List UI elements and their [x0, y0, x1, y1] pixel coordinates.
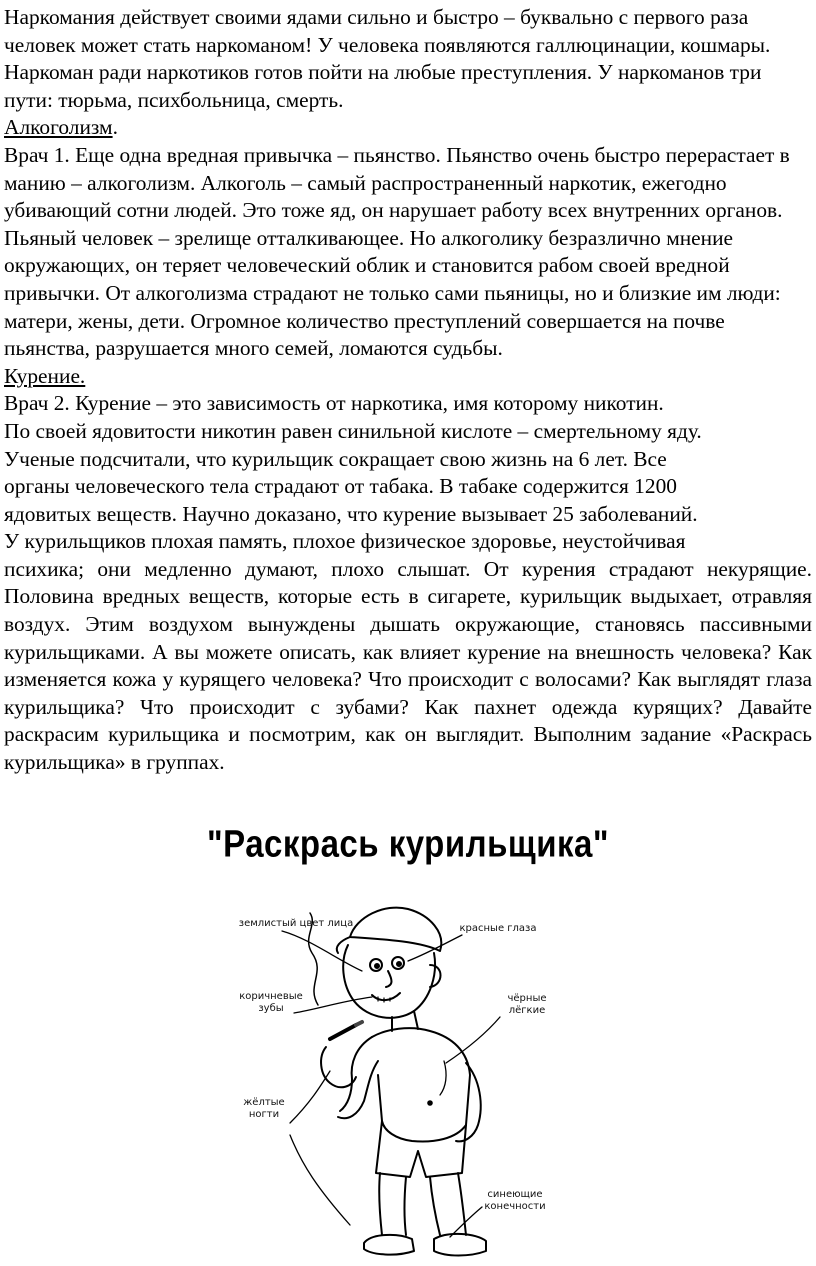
document-page [4, 4, 812, 777]
label-brown-teeth-line-2: зубы [258, 1003, 284, 1014]
smoking-heading-line [4, 363, 812, 391]
label-yellow-nails-line-2: ногти [248, 1109, 280, 1120]
smoker-drawing-icon [0, 825, 816, 1266]
label-blue-limbs [482, 1189, 548, 1213]
label-blue-limbs-line-1: синеющие [487, 1189, 543, 1200]
label-brown-teeth [238, 991, 304, 1015]
smoking-line-3: Ученые подсчитали, что курильщик сокращает свою жизнь на 6 лет. Все [4, 446, 667, 471]
smoking-line-2: По своей ядовитости никотин равен синильной кислоте – смертельному яду. [4, 418, 702, 443]
smoking-line-4: органы человеческого тела страдают от табака. В табаке содержится 1200 [4, 474, 677, 499]
figure-title: "Раскрась курильщика" [206, 822, 610, 865]
label-earthy-skin: землистый цвет лица [238, 918, 354, 929]
smoking-line-1: Врач 2. Курение – это зависимость от наркотика, имя которому никотин. [4, 391, 664, 416]
label-brown-teeth-line-1: коричневые [239, 991, 303, 1002]
intro-paragraph: Наркомания действует своими ядами сильно и быстро – буквально с первого раза человек может стать наркоманом! У человека появляются галлюцинации, кошмары. Наркоман ради наркотиков готов пойти на любые преступления. У наркоманов три пути: тюрьма, психбольница, смерть. [4, 5, 771, 112]
label-blue-limbs-line-2: конечности [484, 1201, 546, 1212]
label-red-eyes: красные глаза [459, 923, 537, 934]
smoking-paragraph: психика; они медленно думают, плохо слышат. От курения страдают некурящие. Половина вредных веществ, которые есть в сигарете, курильщик выдыхает, отравляя воздух. Этим воздухом вынуждены дышать окружающие, становясь пассивными курильщиками. А вы можете описать, как влияет курение на внешность человека? Как изменяется кожа у курящего человека? Что происходит с волосами? Как выглядят глаза курильщика? Что происходит с зубами? Как пахнет одежда курящих? Давайте раскрасим курильщика и посмотрим, как он выглядит. Выполним задание «Раскрась курильщика» в группах. [4, 556, 812, 775]
smoker-figure [0, 822, 816, 1266]
smoking-line-5: ядовитых веществ. Научно доказано, что курение вызывает 25 заболеваний. [4, 501, 698, 526]
alcohol-heading-line: Алкоголизм. [4, 115, 118, 140]
alcohol-paragraph: Врач 1. Еще одна вредная привычка – пьянство. Пьянство очень быстро перерастает в манию – алкоголизм. Алкоголь – самый распространенный наркотик, ежегодно убивающий сотни людей. Это тоже яд, он нарушает работу всех внутренних органов. Пьяный человек – зрелище отталкивающее. Но алкоголику безразлично мнение окружающих, он теряет человеческий облик и становится рабом своей вредной привычки. От алкоголизма страдают не только сами пьяницы, но и близкие им люди: матери, жены, дети. Огромное количество преступлений совершается на почве пьянства, разрушается много семей, ломаются судьбы. [4, 142, 790, 361]
smoking-heading: Курение. [4, 363, 86, 388]
smoking-line-6: У курильщиков плохая память, плохое физическое здоровье, неустойчивая [4, 529, 686, 554]
label-yellow-nails [236, 1097, 292, 1121]
alcohol-heading: Алкоголизм [4, 115, 113, 140]
label-black-lungs-line-2: лёгкие [508, 1005, 546, 1016]
label-black-lungs [500, 993, 554, 1017]
label-black-lungs-line-1: чёрные [507, 993, 547, 1004]
label-yellow-nails-line-1: жёлтые [243, 1097, 285, 1108]
